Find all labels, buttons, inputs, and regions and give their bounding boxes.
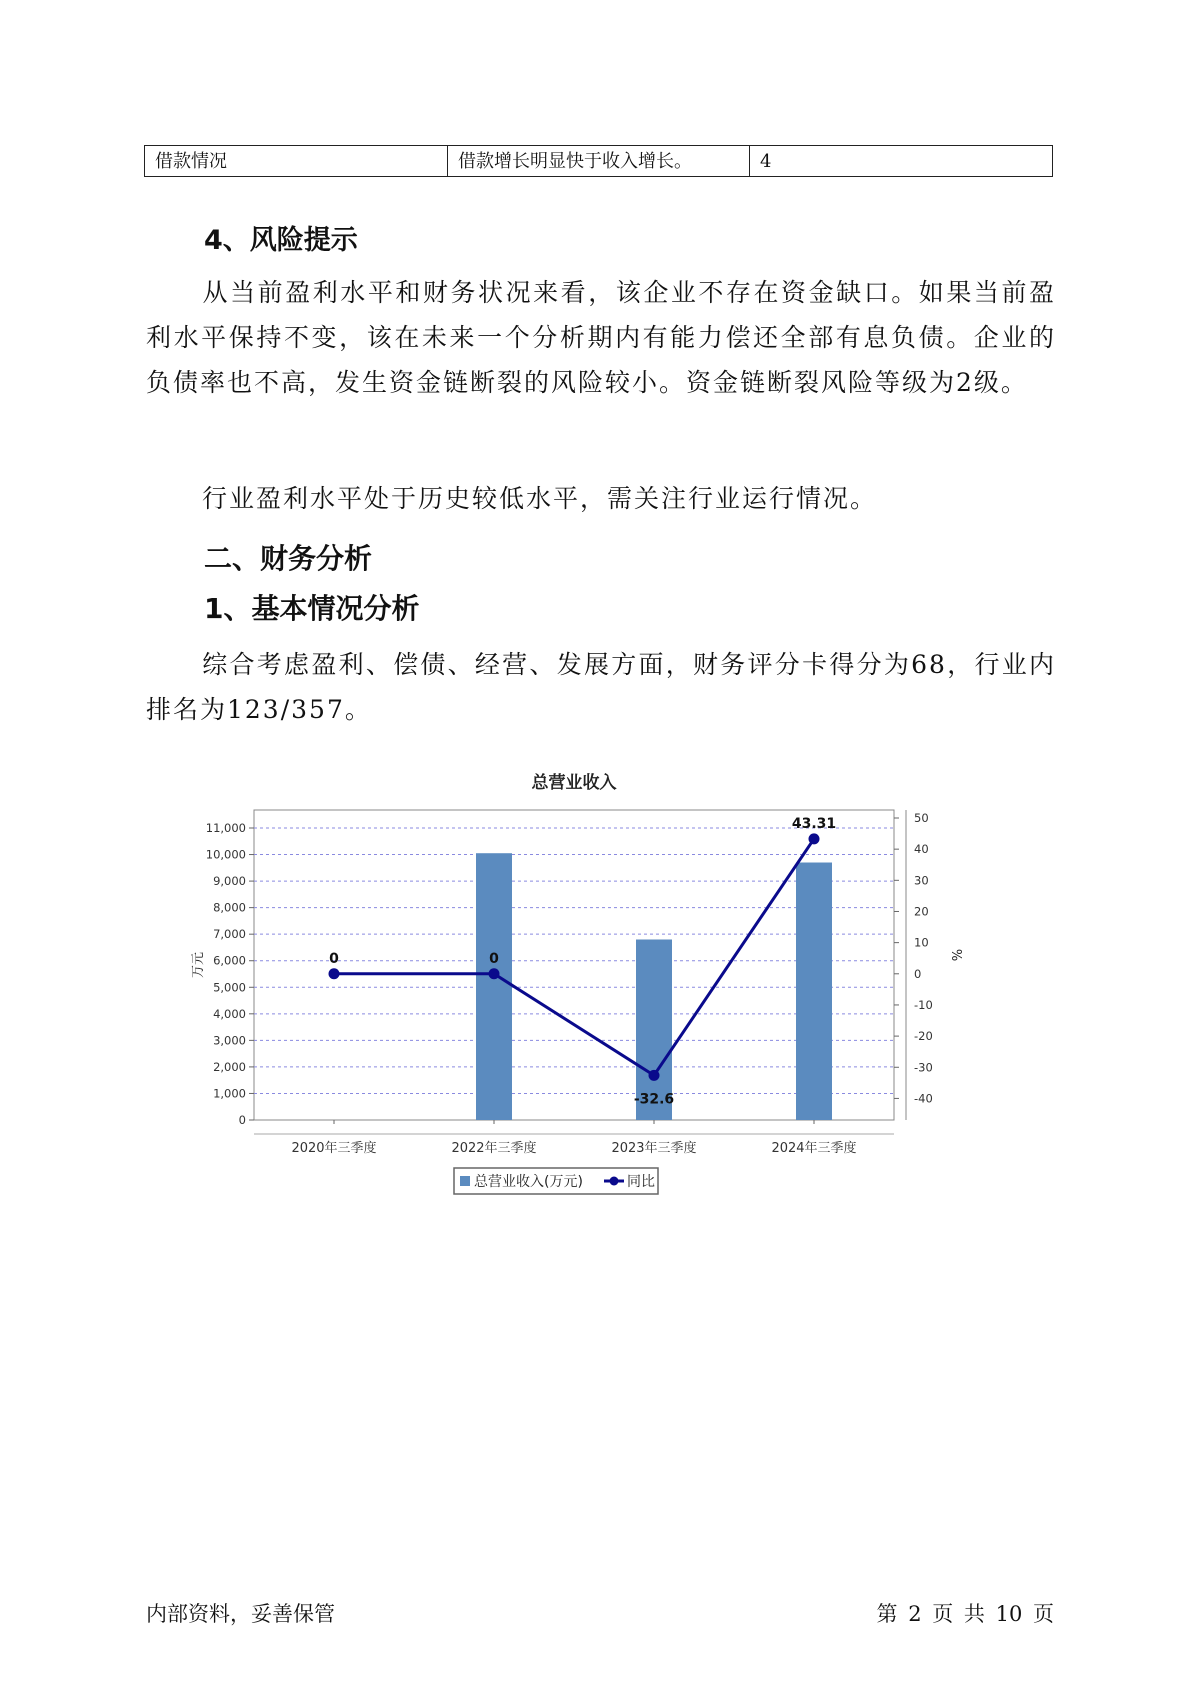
x-tick-label: 2023年三季度 [611,1141,697,1156]
y-tick-label: 0 [238,1113,246,1127]
yoy-data-label: 0 [489,950,499,967]
y2-tick-label: 50 [914,811,929,825]
borrowing-table-row [144,145,1053,177]
legend-line-label: 同比 [627,1174,655,1190]
risk-paragraph-text: 从当前盈利水平和财务状况来看，该企业不存在资金缺口。如果当前盈利水平保持不变，该在未来一个分析期内有能力偿还全部有息负债。企业的负债率也不高，发生资金链断裂的风险较小。资金链断裂风险等级为2级。 [146,278,1056,397]
y2-tick-label: 30 [914,873,929,888]
legend-bar-label: 总营业收入(万元) [474,1174,583,1190]
y-tick-label: 3,000 [213,1033,246,1048]
y-axis-title: 万元 [191,951,206,979]
x-tick-label: 2020年三季度 [291,1141,377,1156]
y-tick-label: 9,000 [213,874,246,889]
y-tick-label: 8,000 [213,900,246,915]
x-tick-label: 2022年三季度 [451,1141,537,1156]
y2-axis-title: % [948,948,963,962]
finance-heading: 二、财务分析 [204,542,373,575]
yoy-data-label: 0 [329,950,339,967]
yoy-data-label: 43.31 [791,815,837,832]
y-tick-label: 6,000 [213,953,246,968]
risk-heading: 4、风险提示 [204,225,358,256]
y-tick-label: 2,000 [213,1059,246,1074]
revenue-chart [180,760,980,1220]
y2-tick-label: 40 [914,842,929,857]
y2-tick-label: -20 [914,1029,933,1044]
legend-bar-swatch [460,1176,470,1186]
yoy-point [649,1070,660,1081]
y-tick-label: 7,000 [213,927,246,942]
basic-analysis-heading: 1、基本情况分析 [204,592,420,625]
y2-tick-label: -10 [914,997,933,1012]
y2-tick-label: -40 [914,1091,933,1106]
x-tick-label: 2024年三季度 [771,1141,857,1156]
revenue-bar [796,863,832,1120]
score-paragraph [146,642,1056,732]
y2-tick-label: -30 [914,1060,933,1075]
footer-page-number: 第 2 页 共 10 页 [876,1602,1054,1626]
table-cell-item: 借款情况 [145,146,448,176]
footer-confidential: 内部资料，妥善保管 [146,1602,335,1626]
y-tick-label: 11,000 [205,821,246,835]
yoy-data-label: -32.6 [633,1091,675,1108]
y-tick-label: 5,000 [213,980,246,995]
revenue-bar [476,853,512,1120]
y-tick-label: 10,000 [205,847,246,862]
table-cell-score: 4 [760,151,772,172]
legend-line-marker [610,1177,619,1186]
industry-paragraph-text: 行业盈利水平处于历史较低水平，需关注行业运行情况。 [202,484,878,513]
yoy-point [329,968,340,979]
y2-tick-label: 0 [914,966,922,981]
yoy-point [809,833,820,844]
y-tick-label: 4,000 [213,1006,246,1021]
risk-paragraph [146,270,1056,405]
yoy-point [489,968,500,979]
y2-tick-label: 20 [914,904,929,919]
chart-title: 总营业收入 [531,773,617,793]
score-paragraph-text: 综合考虑盈利、偿债、经营、发展方面，财务评分卡得分为68，行业内排名为123/357。 [146,650,1056,724]
table-cell-description: 借款增长明显快于收入增长。 [448,146,750,176]
y-tick-label: 1,000 [213,1086,246,1101]
y2-tick-label: 10 [914,935,929,950]
industry-paragraph [146,476,1056,521]
